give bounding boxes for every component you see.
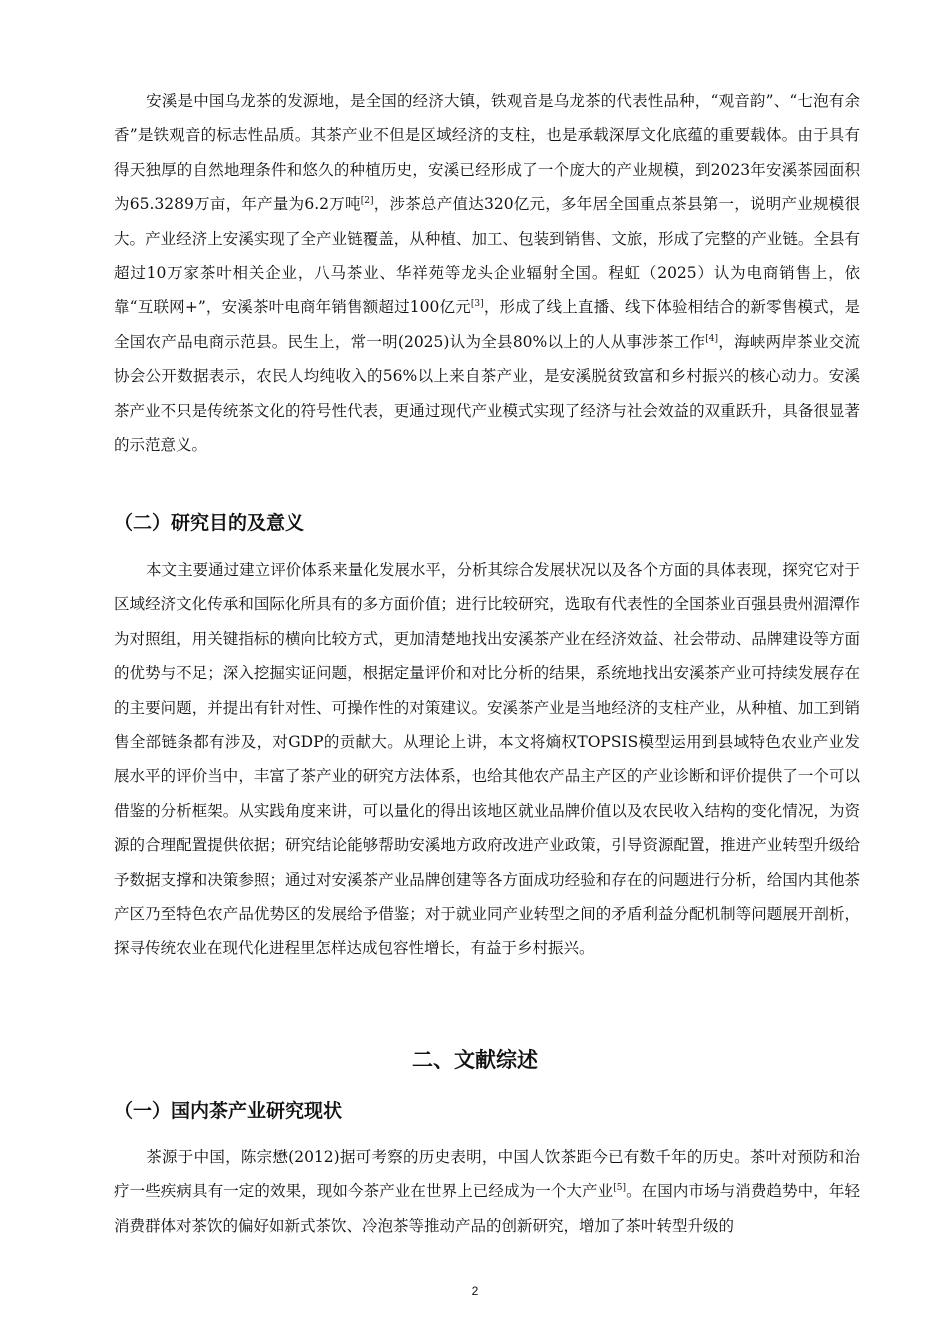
paragraph-anxi-overview — [114, 84, 860, 462]
para1-text-a: 安溪是中国乌龙茶的发源地，是全国的经济大镇，铁观音是乌龙茶的代表性品种，“观音韵”、“七泡有余香”是铁观音的标志性品质。其茶产业不但是区域经济的支柱，也是承载深厚文化底蕴的重要载体。由于具有得天独厚的自然地理条件和悠久的种植历史，安溪已经形成了一个庞大的产业规模，到2023年安溪茶园面积为65.3289万亩，年产量为6.2万吨 — [114, 92, 860, 214]
para3-text-b: 。在国内市场与消费趋势中，年轻消费群体对茶饮的偏好如新式茶饮、冷泡茶等推动产品的创新研究，增加了茶叶转型升级的 — [114, 1182, 860, 1235]
para1-text-b: ，涉茶总产值达320亿元，多年居全国重点茶县第一，说明产业规模很大。产业经济上安溪实现了全产业链覆盖，从种植、加工、包装到销售、文旅，形成了完整的产业链。全县有超过10万家茶叶相关企业，八马茶业、华祥苑等龙头企业辐射全国。程虹（2025）认为电商销售上，依靠“互联网+”，安溪茶叶电商年销售额超过100亿元 — [114, 195, 861, 317]
paragraph-domestic-research — [114, 1140, 860, 1243]
para2-text: 本文主要通过建立评价体系来量化发展水平，分析其综合发展状况以及各个方面的具体表现，探究它对于区域经济文化传承和国际化所具有的多方面价值；进行比较研究，选取有代表性的全国茶业百强县贵州湄潭作为对照组，用关键指标的横向比较方式，更加清楚地找出安溪茶产业在经济效益、社会带动、品牌建设等方面的优势与不足；深入挖掘实证问题，根据定量评价和对比分析的结果，系统地找出安溪茶产业可持续发展存在的主要问题，并提出有针对性、可操作性的对策建议。安溪茶产业是当地经济的支柱产业，从种植、加工到销售全部链条都有涉及，对GDP的贡献大。从理论上讲，本文将熵权TOPSIS模型运用到县域特色农业产业发展水平的评价当中，丰富了茶产业的研究方法体系，也给其他农产品主产区的产业诊断和评价提供了一个可以借鉴的分析框架。从实践角度来讲，可以量化的得出该地区就业品牌价值以及农民收入结构的变化情况，为资源的合理配置提供依据；研究结论能够帮助安溪地方政府改进产业政策，引导资源配置，推进产业转型升级给予数据支撑和决策参照；通过对安溪茶产业品牌创建等各方面成功经验和存在的问题进行分析，给国内其他茶产区乃至特色农产品优势区的发展给予借鉴；对于就业同产业转型之间的矛盾利益分配机制等问题展开剖析，探寻传统农业在现代化进程里怎样达成包容性增长，有益于乡村振兴。 — [114, 561, 860, 958]
para3-text-a: 茶源于中国，陈宗懋(2012)据可考察的历史表明，中国人饮茶距今已有数千年的历史。茶叶对预防和治疗一些疾病具有一定的效果，现如今茶产业在世界上已经成为一个大产业 — [114, 1148, 860, 1201]
section-heading-goal: （二）研究目的及意义 — [114, 512, 305, 534]
section-heading-domestic: （一）国内茶产业研究现状 — [114, 1100, 343, 1122]
citation-3: [3] — [470, 299, 484, 310]
citation-4: [4] — [705, 333, 719, 344]
page-number: 2 — [471, 1284, 479, 1298]
para1-text-c: ，形成了线上直播、线下体验相结合的新零售模式，是全国农产品电商示范县。民生上，常一明(2025)认为全县80%以上的人从事涉茶工作 — [114, 298, 860, 351]
paragraph-research-goal — [114, 553, 860, 966]
chapter-heading-literature-review: 二、文献综述 — [412, 1048, 538, 1072]
citation-2: [2] — [360, 196, 374, 207]
citation-5: [5] — [613, 1183, 626, 1194]
para1-text-d: ，海峡两岸茶业交流协会公开数据表示，农民人均纯收入的56%以上来自茶产业，是安溪脱贫致富和乡村振兴的核心动力。安溪茶产业不只是传统茶文化的符号性代表，更通过现代产业模式实现了经济与社会效益的双重跃升，具备很显著的示范意义。 — [114, 332, 860, 455]
